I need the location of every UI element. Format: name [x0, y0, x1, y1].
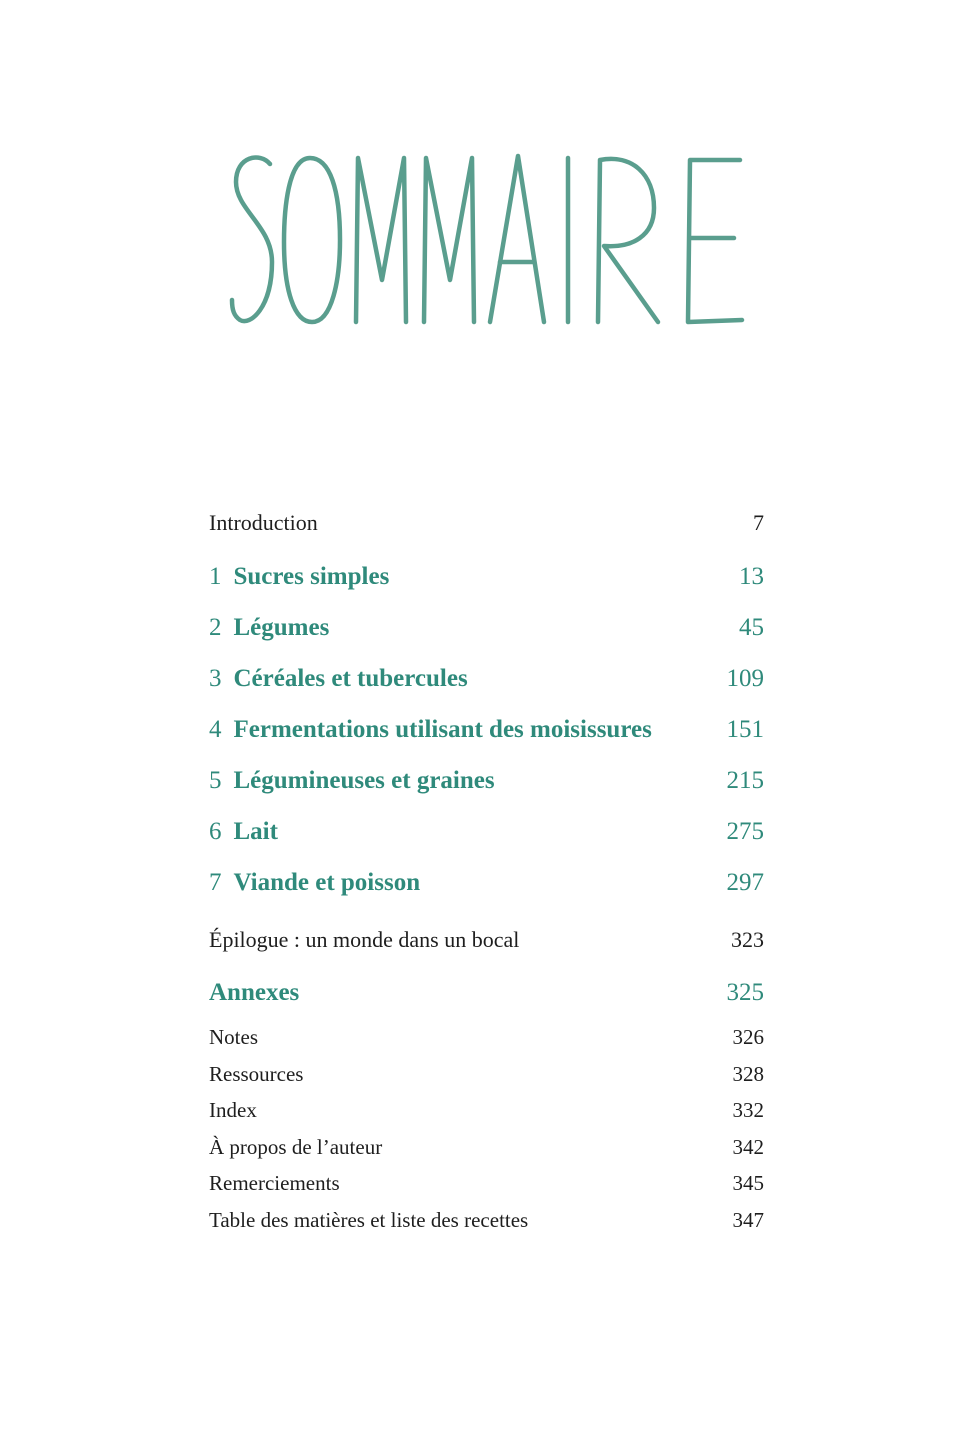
chapter-page: 109: [726, 665, 764, 692]
annex-item-page: 345: [732, 1171, 764, 1195]
toc-chapter-3[interactable]: [209, 665, 764, 693]
toc-annex-item[interactable]: [209, 1062, 764, 1087]
toc-entry-page: 7: [753, 510, 764, 535]
toc-chapter-4[interactable]: [209, 716, 764, 744]
chapter-page: 13: [739, 563, 764, 590]
toc-annexes-heading[interactable]: [209, 979, 764, 1007]
annex-item-label: Ressources: [209, 1062, 304, 1086]
annexes-title: Annexes: [209, 979, 300, 1006]
toc-chapter-5[interactable]: [209, 767, 764, 795]
chapter-title: Viande et poisson: [233, 869, 421, 896]
chapter-number: 2: [209, 614, 222, 641]
chapter-number: 5: [209, 767, 222, 794]
toc-chapter-7[interactable]: [209, 869, 764, 897]
toc-chapter-1[interactable]: [209, 563, 764, 591]
chapter-title: Céréales et tubercules: [233, 665, 468, 692]
chapter-page: 297: [726, 869, 764, 896]
annex-item-label: À propos de l’auteur: [209, 1135, 383, 1159]
chapter-number: 6: [209, 818, 222, 845]
table-of-contents: [209, 0, 764, 1447]
chapter-title: Légumes: [233, 614, 330, 641]
chapter-page: 151: [726, 716, 764, 743]
toc-annex-item[interactable]: [209, 1208, 764, 1233]
toc-annex-item[interactable]: [209, 1135, 764, 1160]
toc-entry-page: 323: [731, 927, 764, 952]
toc-annex-item[interactable]: [209, 1098, 764, 1123]
chapter-title: Sucres simples: [233, 563, 390, 590]
annex-item-page: 347: [732, 1208, 764, 1232]
annex-item-page: 342: [732, 1135, 764, 1159]
toc-entry-label: Introduction: [209, 510, 318, 535]
chapter-title: Fermentations utilisant des moisissures: [233, 716, 652, 743]
annex-item-label: Index: [209, 1098, 257, 1122]
annexes-page: 325: [726, 979, 764, 1006]
chapter-title: Légumineuses et graines: [233, 767, 495, 794]
annex-item-label: Table des matières et liste des recettes: [209, 1208, 529, 1232]
chapter-number: 7: [209, 869, 222, 896]
chapter-number: 1: [209, 563, 222, 590]
chapter-title: Lait: [233, 818, 278, 845]
toc-annex-item[interactable]: [209, 1025, 764, 1050]
annex-item-label: Notes: [209, 1025, 258, 1049]
chapter-page: 275: [726, 818, 764, 845]
annex-item-page: 326: [732, 1025, 764, 1049]
toc-chapter-6[interactable]: [209, 818, 764, 846]
toc-chapter-2[interactable]: [209, 614, 764, 642]
toc-entry-label: Épilogue : un monde dans un bocal: [209, 927, 520, 952]
toc-annex-item[interactable]: [209, 1171, 764, 1196]
chapter-number: 3: [209, 665, 222, 692]
annex-item-page: 328: [732, 1062, 764, 1086]
annex-item-page: 332: [732, 1098, 764, 1122]
toc-entry-introduction[interactable]: [209, 510, 764, 536]
chapter-page: 45: [739, 614, 764, 641]
toc-entry-epilogue[interactable]: [209, 927, 764, 953]
annex-item-label: Remerciements: [209, 1171, 340, 1195]
chapter-number: 4: [209, 716, 222, 743]
chapter-page: 215: [726, 767, 764, 794]
